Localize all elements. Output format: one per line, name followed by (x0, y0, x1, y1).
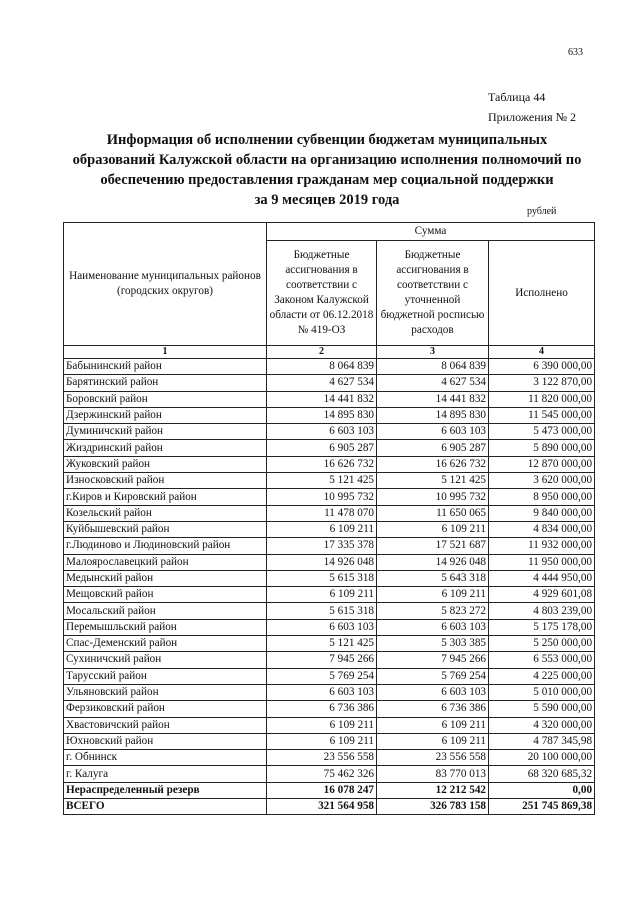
district-name: г. Обнинск (64, 750, 267, 766)
district-name: Мосальский район (64, 603, 267, 619)
executed-value: 4 225 000,00 (489, 668, 595, 684)
executed-value: 9 840 000,00 (489, 505, 595, 521)
revised-value: 6 603 103 (377, 424, 489, 440)
law-value: 5 769 254 (267, 668, 377, 684)
law-value: 17 335 378 (267, 538, 377, 554)
title-line: за 9 месяцев 2019 года (254, 192, 400, 208)
table-row (64, 538, 595, 554)
district-name: г. Калуга (64, 766, 267, 782)
executed-value: 20 100 000,00 (489, 750, 595, 766)
district-name: Мещовский район (64, 587, 267, 603)
executed-value: 4 320 000,00 (489, 717, 595, 733)
law-value: 4 627 534 (267, 375, 377, 391)
executed-value: 68 320 685,32 (489, 766, 595, 782)
total-executed-value: 251 745 869,38 (489, 799, 595, 815)
executed-value: 6 390 000,00 (489, 359, 595, 375)
district-name: Куйбышевский район (64, 521, 267, 537)
law-value: 5 121 425 (267, 636, 377, 652)
title-line: Информация об исполнении субвенции бюджетам муниципальных (106, 132, 548, 148)
column-number-row (64, 346, 595, 359)
revised-value: 6 736 386 (377, 701, 489, 717)
revised-value: 6 109 211 (377, 521, 489, 537)
district-name: Тарусский район (64, 668, 267, 684)
page-number: 633 (568, 47, 583, 58)
revised-value: 6 109 211 (377, 733, 489, 749)
table-row (64, 750, 595, 766)
table-row (64, 652, 595, 668)
units-label: рублей (527, 206, 557, 217)
table-row (64, 603, 595, 619)
reserve-revised-value: 12 212 542 (377, 782, 489, 798)
title-line: образований Калужской области на организацию исполнения полномочий по (72, 152, 582, 168)
revised-value: 6 603 103 (377, 684, 489, 700)
revised-value: 16 626 732 (377, 456, 489, 472)
executed-value: 11 545 000,00 (489, 407, 595, 423)
revised-value: 23 556 558 (377, 750, 489, 766)
law-value: 6 109 211 (267, 733, 377, 749)
law-value: 6 736 386 (267, 701, 377, 717)
law-value: 6 603 103 (267, 684, 377, 700)
subvention-table (63, 222, 595, 815)
table-row (64, 668, 595, 684)
law-value: 5 615 318 (267, 570, 377, 586)
district-name: Козельский район (64, 505, 267, 521)
header-row (64, 223, 595, 241)
executed-value: 5 250 000,00 (489, 636, 595, 652)
revised-value: 14 926 048 (377, 554, 489, 570)
district-name: Медынский район (64, 570, 267, 586)
revised-value: 5 121 425 (377, 473, 489, 489)
revised-value: 6 905 287 (377, 440, 489, 456)
district-name: Жуковский район (64, 456, 267, 472)
executed-value: 5 890 000,00 (489, 440, 595, 456)
executed-value: 4 444 950,00 (489, 570, 595, 586)
revised-value: 11 650 065 (377, 505, 489, 521)
header-sum: Сумма (267, 223, 595, 241)
revised-value: 8 064 839 (377, 359, 489, 375)
table-body (64, 359, 595, 815)
table-row (64, 554, 595, 570)
table-row (64, 701, 595, 717)
law-value: 14 926 048 (267, 554, 377, 570)
law-value: 6 109 211 (267, 521, 377, 537)
district-name: Юхновский район (64, 733, 267, 749)
table-row (64, 505, 595, 521)
executed-value: 5 473 000,00 (489, 424, 595, 440)
table-row (64, 733, 595, 749)
table-row (64, 570, 595, 586)
law-value: 16 626 732 (267, 456, 377, 472)
table-row (64, 407, 595, 423)
table-row (64, 766, 595, 782)
law-value: 5 615 318 (267, 603, 377, 619)
district-name: Бабынинский район (64, 359, 267, 375)
executed-value: 11 950 000,00 (489, 554, 595, 570)
law-value: 6 109 211 (267, 587, 377, 603)
column-number: 4 (489, 346, 595, 359)
table-row (64, 473, 595, 489)
executed-value: 11 820 000,00 (489, 391, 595, 407)
document-title (62, 130, 592, 210)
table-row (64, 521, 595, 537)
district-name: Боровский район (64, 391, 267, 407)
executed-value: 3 620 000,00 (489, 473, 595, 489)
law-value: 6 905 287 (267, 440, 377, 456)
total-name: ВСЕГО (64, 799, 267, 815)
executed-value: 4 834 000,00 (489, 521, 595, 537)
revised-value: 5 303 385 (377, 636, 489, 652)
law-value: 75 462 326 (267, 766, 377, 782)
header-revised-allocations: Бюджетные ассигнования в соответствии с уточненной бюджетной росписью расходов (377, 241, 489, 346)
total-revised-value: 326 783 158 (377, 799, 489, 815)
reserve-name: Нераспределенный резерв (64, 782, 267, 798)
district-name: Хвастовичский район (64, 717, 267, 733)
district-name: Думиничский район (64, 424, 267, 440)
table-row (64, 684, 595, 700)
header-executed: Исполнено (489, 241, 595, 346)
table-row (64, 440, 595, 456)
table-row (64, 391, 595, 407)
revised-value: 10 995 732 (377, 489, 489, 505)
executed-value: 12 870 000,00 (489, 456, 595, 472)
district-name: Ульяновский район (64, 684, 267, 700)
law-value: 23 556 558 (267, 750, 377, 766)
reserve-law-value: 16 078 247 (267, 782, 377, 798)
reserve-row (64, 782, 595, 798)
header-law-allocations: Бюджетные ассигнования в соответствии с Законом Калужской области от 06.12.2018 № 419-ОЗ (267, 241, 377, 346)
total-law-value: 321 564 958 (267, 799, 377, 815)
revised-value: 6 109 211 (377, 587, 489, 603)
revised-value: 5 643 318 (377, 570, 489, 586)
executed-value: 6 553 000,00 (489, 652, 595, 668)
district-name: Износковский район (64, 473, 267, 489)
law-value: 6 109 211 (267, 717, 377, 733)
table-row (64, 619, 595, 635)
law-value: 11 478 070 (267, 505, 377, 521)
law-value: 7 945 266 (267, 652, 377, 668)
column-number: 3 (377, 346, 489, 359)
revised-value: 6 603 103 (377, 619, 489, 635)
revised-value: 14 895 830 (377, 407, 489, 423)
table-row (64, 424, 595, 440)
revised-value: 5 769 254 (377, 668, 489, 684)
district-name: Спас-Деменский район (64, 636, 267, 652)
district-name: Сухиничский район (64, 652, 267, 668)
column-number: 2 (267, 346, 377, 359)
revised-value: 17 521 687 (377, 538, 489, 554)
revised-value: 83 770 013 (377, 766, 489, 782)
executed-value: 5 590 000,00 (489, 701, 595, 717)
law-value: 8 064 839 (267, 359, 377, 375)
law-value: 6 603 103 (267, 424, 377, 440)
executed-value: 5 010 000,00 (489, 684, 595, 700)
revised-value: 5 823 272 (377, 603, 489, 619)
district-name: Жиздринский район (64, 440, 267, 456)
district-name: Ферзиковский район (64, 701, 267, 717)
total-row (64, 799, 595, 815)
table-row (64, 489, 595, 505)
revised-value: 14 441 832 (377, 391, 489, 407)
district-name: Барятинский район (64, 375, 267, 391)
revised-value: 6 109 211 (377, 717, 489, 733)
executed-value: 5 175 178,00 (489, 619, 595, 635)
executed-value: 4 803 239,00 (489, 603, 595, 619)
district-name: г.Киров и Кировский район (64, 489, 267, 505)
table-row (64, 587, 595, 603)
header-name: Наименование муниципальных районов (городских округов) (64, 223, 267, 346)
revised-value: 4 627 534 (377, 375, 489, 391)
revised-value: 7 945 266 (377, 652, 489, 668)
district-name: Малоярославецкий район (64, 554, 267, 570)
title-line: обеспечению предоставления гражданам мер социальной поддержки (100, 172, 554, 188)
district-name: Перемышльский район (64, 619, 267, 635)
executed-value: 4 787 345,98 (489, 733, 595, 749)
table-row (64, 375, 595, 391)
column-number: 1 (64, 346, 267, 359)
district-name: г.Людиново и Людиновский район (64, 538, 267, 554)
law-value: 14 441 832 (267, 391, 377, 407)
executed-value: 11 932 000,00 (489, 538, 595, 554)
law-value: 5 121 425 (267, 473, 377, 489)
law-value: 6 603 103 (267, 619, 377, 635)
executed-value: 3 122 870,00 (489, 375, 595, 391)
law-value: 10 995 732 (267, 489, 377, 505)
law-value: 14 895 830 (267, 407, 377, 423)
executed-value: 4 929 601,08 (489, 587, 595, 603)
district-name: Дзержинский район (64, 407, 267, 423)
table-row (64, 636, 595, 652)
table-row (64, 456, 595, 472)
appendix-label: Приложения № 2 (488, 110, 577, 124)
table-label: Таблица 44 (488, 90, 546, 104)
table-row (64, 717, 595, 733)
table-row (64, 359, 595, 375)
executed-value: 8 950 000,00 (489, 489, 595, 505)
reserve-executed-value: 0,00 (489, 782, 595, 798)
